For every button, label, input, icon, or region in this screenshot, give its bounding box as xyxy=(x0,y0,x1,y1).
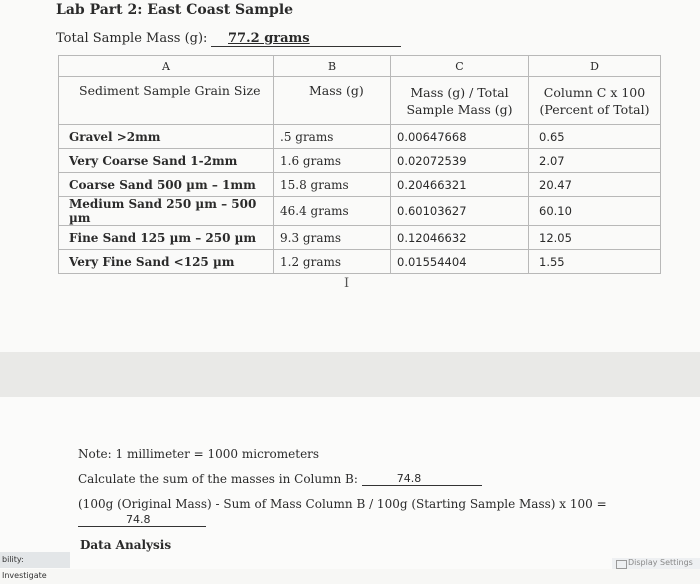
sum-answer-value: 74.8 xyxy=(396,472,422,485)
table-row xyxy=(59,149,661,173)
mass-cell[interactable]: .5 grams xyxy=(274,125,391,149)
mass-cell[interactable]: 9.3 grams xyxy=(274,226,391,250)
grain-size-cell: Gravel >2mm xyxy=(59,125,274,149)
mass-cell[interactable]: 1.6 grams xyxy=(274,149,391,173)
percent-cell[interactable]: 2.07 xyxy=(529,149,661,173)
ratio-cell[interactable]: 0.20466321 xyxy=(391,173,529,197)
sediment-data-table xyxy=(58,55,661,274)
conversion-note: Note: 1 millimeter = 1000 micrometers xyxy=(78,447,320,461)
ratio-cell[interactable]: 0.01554404 xyxy=(391,250,529,274)
header-mass-ratio-line1: Mass (g) / Total xyxy=(410,84,509,100)
header-mass-ratio xyxy=(391,77,529,125)
display-settings-label: Display Settings xyxy=(628,558,693,567)
text-cursor-icon: I xyxy=(344,276,350,291)
ratio-cell[interactable]: 0.12046632 xyxy=(391,226,529,250)
table-row xyxy=(59,250,661,274)
grain-size-cell: Coarse Sand 500 µm – 1mm xyxy=(59,173,274,197)
ratio-cell[interactable]: 0.60103627 xyxy=(391,197,529,226)
header-grain-size: Sediment Sample Grain Size xyxy=(59,77,274,125)
sum-row xyxy=(78,472,482,486)
ratio-cell[interactable]: 0.02072539 xyxy=(391,149,529,173)
mass-cell[interactable]: 15.8 grams xyxy=(274,173,391,197)
sum-answer-field[interactable] xyxy=(362,473,482,486)
header-mass-ratio-line2: Sample Mass (g) xyxy=(406,101,513,117)
total-mass-value: 77.2 grams xyxy=(228,31,310,46)
grain-size-cell: Fine Sand 125 µm – 250 µm xyxy=(59,226,274,250)
header-percent-line2: (Percent of Total) xyxy=(539,101,650,117)
total-mass-row xyxy=(56,31,401,47)
grain-size-cell: Very Fine Sand <125 µm xyxy=(59,250,274,274)
header-percent xyxy=(529,77,661,125)
percent-cell[interactable]: 60.10 xyxy=(529,197,661,226)
percent-cell[interactable]: 1.55 xyxy=(529,250,661,274)
formula-text: (100g (Original Mass) - Sum of Mass Column B / 100g (Starting Sample Mass) x 100 = xyxy=(78,497,607,511)
lab-title: Lab Part 2: East Coast Sample xyxy=(56,2,294,18)
header-mass: Mass (g) xyxy=(274,77,391,125)
table-row xyxy=(59,197,661,226)
column-letter-b: B xyxy=(274,56,391,77)
percent-cell[interactable]: 0.65 xyxy=(529,125,661,149)
total-mass-label: Total Sample Mass (g): xyxy=(56,31,208,46)
ratio-cell[interactable]: 0.00647668 xyxy=(391,125,529,149)
accessibility-status-chip[interactable]: bility: Investigate xyxy=(0,552,70,568)
column-letter-a: A xyxy=(59,56,274,77)
percent-cell[interactable]: 12.05 xyxy=(529,226,661,250)
table-row xyxy=(59,125,661,149)
formula-answer-field[interactable] xyxy=(78,511,206,527)
column-letter-c: C xyxy=(391,56,529,77)
grain-size-cell: Medium Sand 250 µm – 500 µm xyxy=(59,197,274,226)
display-icon xyxy=(616,560,627,569)
table-row xyxy=(59,226,661,250)
formula-answer-value: 74.8 xyxy=(126,513,151,526)
mass-cell[interactable]: 1.2 grams xyxy=(274,250,391,274)
divider-band xyxy=(0,352,700,397)
sum-prompt: Calculate the sum of the masses in Column B: xyxy=(78,472,358,486)
grain-size-cell: Very Coarse Sand 1-2mm xyxy=(59,149,274,173)
percent-cell[interactable]: 20.47 xyxy=(529,173,661,197)
header-percent-line1: Column C x 100 xyxy=(543,84,646,100)
table-row xyxy=(59,173,661,197)
mass-cell[interactable]: 46.4 grams xyxy=(274,197,391,226)
column-letter-d: D xyxy=(529,56,661,77)
data-analysis-heading: Data Analysis xyxy=(80,538,172,552)
display-settings-button[interactable] xyxy=(612,558,700,569)
